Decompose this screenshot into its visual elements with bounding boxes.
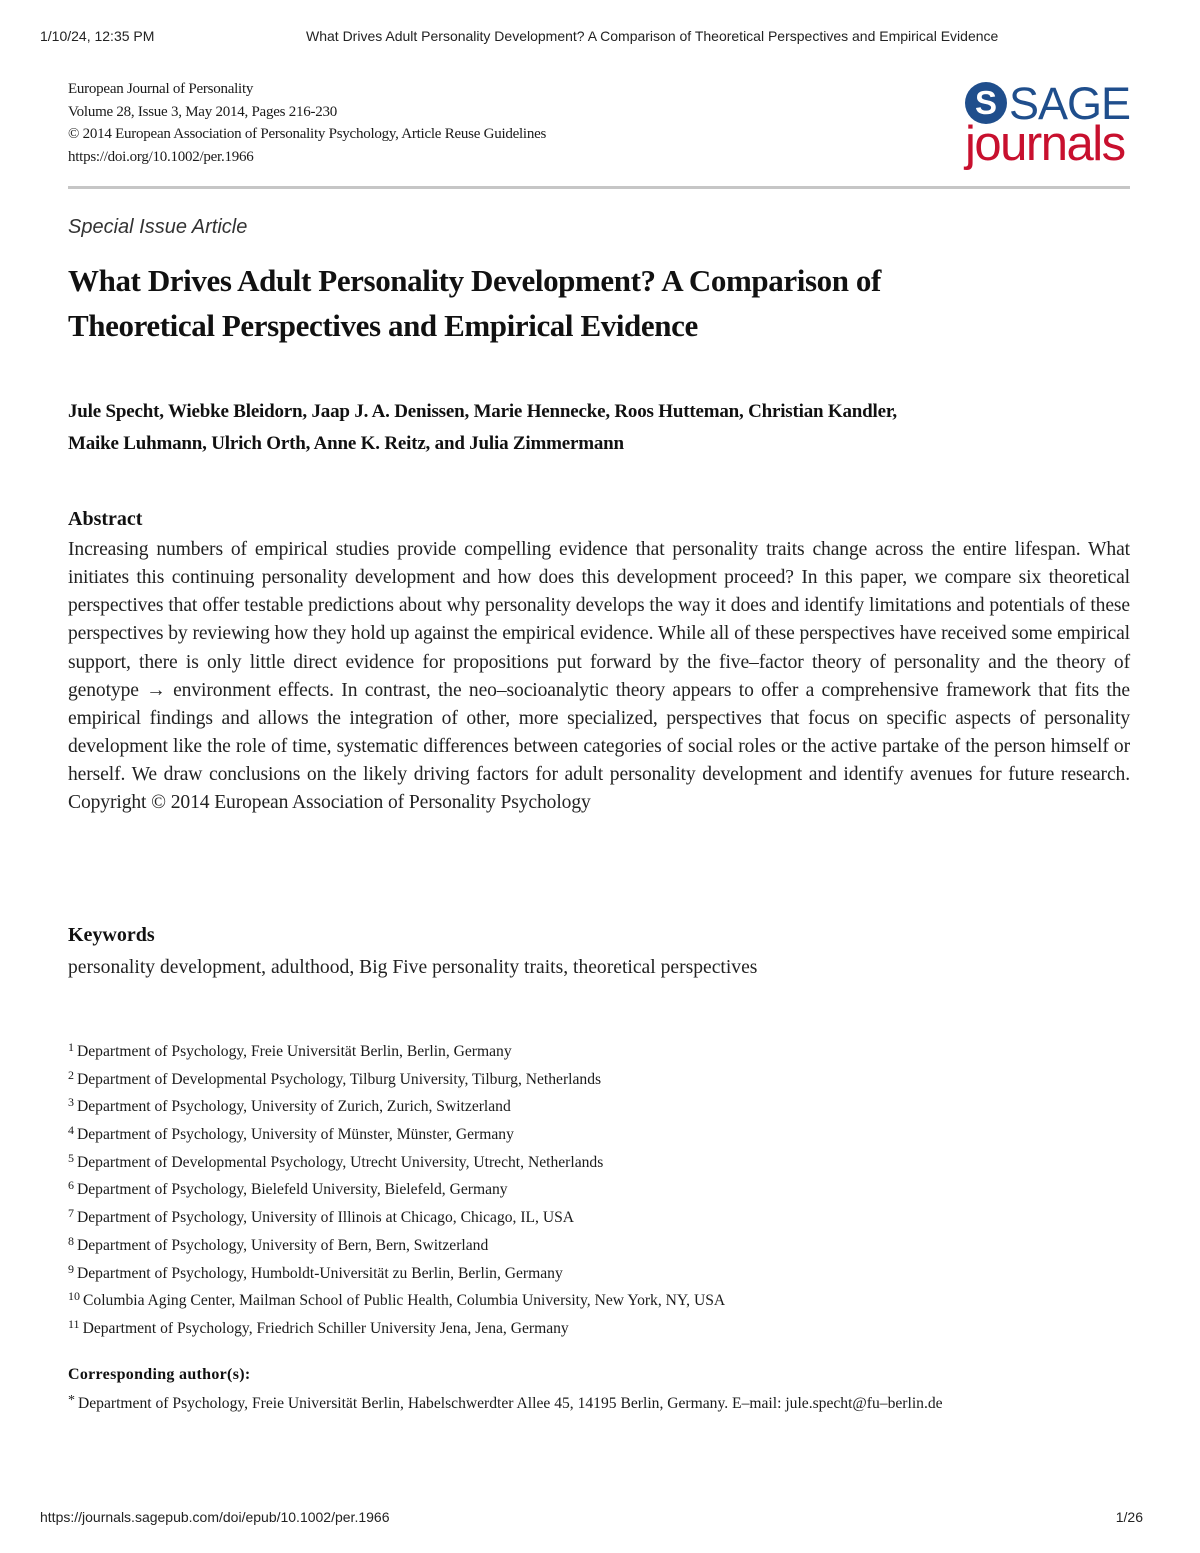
affiliation-item: [68, 1200, 1138, 1228]
affiliation-number: 6: [68, 1178, 74, 1193]
affiliation-number: 3: [68, 1095, 74, 1110]
affiliation-item: [68, 1117, 1138, 1145]
affiliation-number: 1: [68, 1040, 74, 1054]
abstract-text: Increasing numbers of empirical studies provide compelling evidence that personality traits change across the entire lifespan. What initiates this continuing personality development and how does this development proceed? In this paper, we compare six theoretical perspectives that offer testable predictions about why personality develops the way it does and identify limitations and potentials of these perspectives by reviewing how they hold up against the empirical evidence. While all of these perspectives have received some empirical support, there is only little direct evidence for propositions put forward by the five–factor theory of personality and the theory of genotype → environment effects. In contrast, the neo–socioanalytic theory appears to offer a comprehensive framework that fits the empirical findings and allows the integration of other, more specialized, perspectives that focus on specific aspects of personality development like the role of time, systematic differences between categories of social roles or the active partake of the person himself or herself. We draw conclusions on the likely driving factors for adult personality development and identify avenues for future research. Copyright © 2014 European Association of Personality Psychology: [68, 539, 1130, 814]
affiliation-number: 4: [68, 1123, 74, 1138]
header-divider: [68, 186, 1130, 189]
print-page-number: 1/26: [1115, 1509, 1143, 1525]
affiliation-number: 9: [68, 1261, 74, 1276]
journal-volume: Volume 28, Issue 3, May 2014, Pages 216-230: [68, 103, 337, 120]
affiliation-number: 10: [68, 1289, 80, 1304]
journal-copyright[interactable]: © 2014 European Association of Personality Psychology, Article Reuse Guidelines: [68, 126, 547, 143]
affiliation-item: [68, 1228, 1138, 1256]
affiliation-number: 8: [68, 1233, 74, 1248]
svg-text:S: S: [974, 84, 998, 121]
affiliation-text: Department of Psychology, University of Illinois at Chicago, Chicago, IL, USA: [77, 1209, 575, 1227]
article-title-line-2: Theoretical Perspectives and Empirical Evidence: [68, 308, 698, 343]
affiliation-item: [68, 1311, 1138, 1339]
authors-line-1: Jule Specht, Wiebke Bleidorn, Jaap J. A. Denissen, Marie Hennecke, Roos Hutteman, Christian Kandler,: [68, 401, 897, 422]
affiliation-text: Department of Psychology, Humboldt-Universität zu Berlin, Berlin, Germany: [77, 1264, 563, 1282]
affiliation-text: Department of Psychology, University of Münster, Münster, Germany: [77, 1126, 514, 1144]
journal-name: European Journal of Personality: [68, 81, 254, 97]
affiliation-number: 7: [68, 1206, 74, 1221]
affiliation-item: [68, 1145, 1138, 1173]
affiliation-text: Department of Psychology, University of Bern, Bern, Switzerland: [77, 1236, 489, 1254]
corresponding-author-address: [68, 1393, 943, 1413]
keywords-heading: Keywords: [68, 924, 155, 946]
authors-line-2: Maike Luhmann, Ulrich Orth, Anne K. Reitz, and Julia Zimmermann: [68, 433, 624, 454]
corresponding-marker: *: [68, 1393, 75, 1408]
affiliation-text: Columbia Aging Center, Mailman School of Public Health, Columbia University, New York, NY, USA: [83, 1292, 726, 1310]
affiliation-number: 5: [68, 1150, 74, 1165]
journal-doi-link[interactable]: https://doi.org/10.1002/per.1966: [68, 148, 254, 165]
print-datetime: 1/10/24, 12:35 PM: [40, 28, 155, 44]
affiliation-list: [68, 1034, 1138, 1339]
affiliation-item: [68, 1062, 1138, 1090]
affiliation-text: Department of Psychology, Freie Universität Berlin, Berlin, Germany: [77, 1043, 512, 1060]
corresponding-text: Department of Psychology, Freie Universität Berlin, Habelschwerdter Allee 45, 14195 Berlin, Germany. E–mail: jule.specht@fu–berlin.de: [78, 1395, 943, 1412]
affiliation-item: [68, 1256, 1138, 1284]
affiliation-text: Department of Psychology, Friedrich Schiller University Jena, Jena, Germany: [82, 1319, 569, 1337]
keywords-text: personality development, adulthood, Big Five personality traits, theoretical perspectives: [68, 957, 758, 978]
affiliation-number: 11: [68, 1316, 80, 1331]
article-type: Special Issue Article: [68, 216, 248, 238]
print-url: https://journals.sagepub.com/doi/epub/10.1002/per.1966: [40, 1509, 390, 1525]
journal-meta: [68, 78, 546, 168]
affiliation-text: Department of Psychology, University of Zurich, Zurich, Switzerland: [77, 1098, 511, 1116]
abstract-heading: Abstract: [68, 508, 143, 530]
corresponding-author-heading: Corresponding author(s):: [68, 1366, 251, 1383]
affiliation-item: [68, 1034, 1138, 1062]
journals-wordmark: journals: [965, 117, 1125, 171]
affiliation-item: [68, 1172, 1138, 1200]
affiliation-text: Department of Developmental Psychology, Utrecht University, Utrecht, Netherlands: [77, 1153, 604, 1171]
affiliation-text: Department of Developmental Psychology, Tilburg University, Tilburg, Netherlands: [77, 1070, 602, 1088]
print-page-title: What Drives Adult Personality Development? A Comparison of Theoretical Perspectives and Empirical Evidence: [306, 28, 999, 44]
affiliation-item: [68, 1089, 1138, 1117]
print-footer: [40, 1509, 1160, 1529]
affiliation-number: 2: [68, 1067, 74, 1082]
article-title: [68, 258, 1138, 348]
author-list: [68, 396, 1138, 460]
article-title-line-1: What Drives Adult Personality Development? A Comparison of: [68, 263, 881, 298]
print-header: [40, 28, 1160, 48]
sage-wordmark: SAGE: [1009, 77, 1131, 129]
affiliation-item: [68, 1283, 1138, 1311]
sage-journals-logo[interactable]: [964, 76, 1132, 176]
affiliation-text: Department of Psychology, Bielefeld University, Bielefeld, Germany: [77, 1181, 508, 1199]
